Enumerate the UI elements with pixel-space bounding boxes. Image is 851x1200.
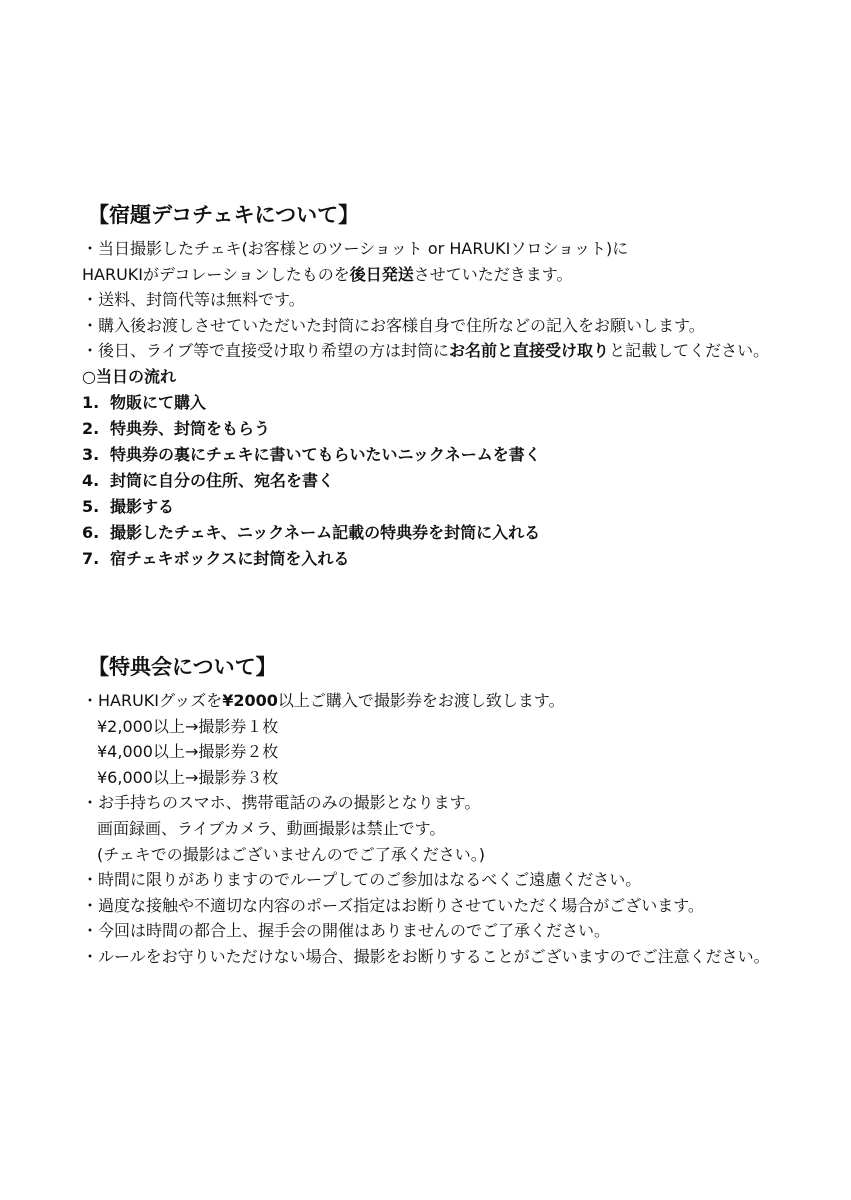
flow-step bbox=[82, 468, 782, 494]
ticket-tier: ¥4,000以上→撮影券２枚 bbox=[97, 742, 279, 762]
later-shipping-emphasis: 後日発送 bbox=[349, 264, 414, 284]
benefit-event-section bbox=[82, 652, 782, 970]
intro-text-end: させていただきます。 bbox=[413, 264, 573, 284]
intro-line-2 bbox=[82, 262, 782, 288]
flow-step bbox=[82, 416, 782, 442]
no-recording-note: 画面録画、ライブカメラ、動画撮影は禁止です。 bbox=[97, 818, 446, 838]
pickup-text-end: と記載してください。 bbox=[609, 341, 770, 361]
intro-line-1: ・当日撮影したチェキ(お客様とのツーショット or HARUKIソロショット)に bbox=[82, 239, 629, 258]
flow-step bbox=[82, 390, 782, 416]
no-handshake-note: ・今回は時間の都合上、握手会の開催はありませんのでご了承ください。 bbox=[82, 921, 611, 941]
step-text: 宿チェキボックスに封筒を入れる bbox=[110, 548, 350, 568]
ticket-tier: ¥6,000以上→撮影券３枚 bbox=[97, 767, 279, 787]
goods-purchase-note bbox=[82, 688, 782, 714]
goods-text: ・HARUKIグッズを bbox=[82, 691, 223, 710]
free-shipping-note: ・送料、封筒代等は無料です。 bbox=[82, 290, 305, 310]
flow-step bbox=[82, 520, 782, 546]
step-number: 5. bbox=[82, 496, 100, 516]
step-text: 特典券、封筒をもらう bbox=[110, 418, 271, 438]
direct-pickup-note bbox=[82, 338, 772, 364]
step-text: 物販にて購入 bbox=[110, 392, 207, 412]
section-heading: 【特典会について】 bbox=[88, 655, 277, 679]
step-number: 7. bbox=[82, 548, 100, 568]
goods-text-end: 以上ご購入で撮影券をお渡し致します。 bbox=[277, 691, 565, 710]
step-number: 1. bbox=[82, 392, 100, 412]
step-number: 2. bbox=[82, 418, 100, 438]
step-text: 撮影したチェキ、ニックネーム記載の特典券を封筒に入れる bbox=[110, 522, 541, 542]
section-heading: 【宿題デコチェキについて】 bbox=[88, 203, 360, 227]
ticket-tier: ¥2,000以上→撮影券１枚 bbox=[97, 716, 279, 736]
intro-text: HARUKIがデコレーションしたものを bbox=[82, 264, 350, 284]
rules-note: ・ルールをお守りいただけない場合、撮影をお断りすることがございますのでご注意ください。 bbox=[82, 946, 770, 966]
pickup-text: ・後日、ライブ等で直接受け取り希望の方は封筒に bbox=[82, 341, 450, 361]
step-text: 特典券の裏にチェキに書いてもらいたいニックネームを書く bbox=[110, 444, 541, 464]
step-text: 撮影する bbox=[110, 496, 175, 516]
homework-deco-cheki-section bbox=[82, 200, 782, 572]
no-cheki-note: (チェキでの撮影はございませんのでご了承ください。) bbox=[97, 844, 486, 864]
flow-title: ○当日の流れ bbox=[82, 366, 176, 386]
phone-only-note: ・お手持ちのスマホ、携帯電話のみの撮影となります。 bbox=[82, 793, 481, 813]
pickup-emphasis: お名前と直接受け取り bbox=[449, 341, 610, 361]
envelope-address-note: ・購入後お渡しさせていただいた封筒にお客様自身で住所などの記入をお願いします。 bbox=[82, 315, 705, 335]
no-loop-note: ・時間に限りがありますのでループしてのご参加はなるべくご遠慮ください。 bbox=[82, 870, 642, 890]
flow-step bbox=[82, 494, 782, 520]
price-emphasis: ¥2000 bbox=[222, 691, 278, 710]
no-contact-note: ・過度な接触や不適切な内容のポーズ指定はお断りさせていただく場合がございます。 bbox=[82, 895, 704, 915]
step-text: 封筒に自分の住所、宛名を書く bbox=[110, 470, 335, 490]
step-number: 4. bbox=[82, 470, 100, 490]
step-number: 3. bbox=[82, 444, 100, 464]
step-number: 6. bbox=[82, 522, 100, 542]
flow-step bbox=[82, 546, 782, 572]
flow-step bbox=[82, 442, 782, 468]
